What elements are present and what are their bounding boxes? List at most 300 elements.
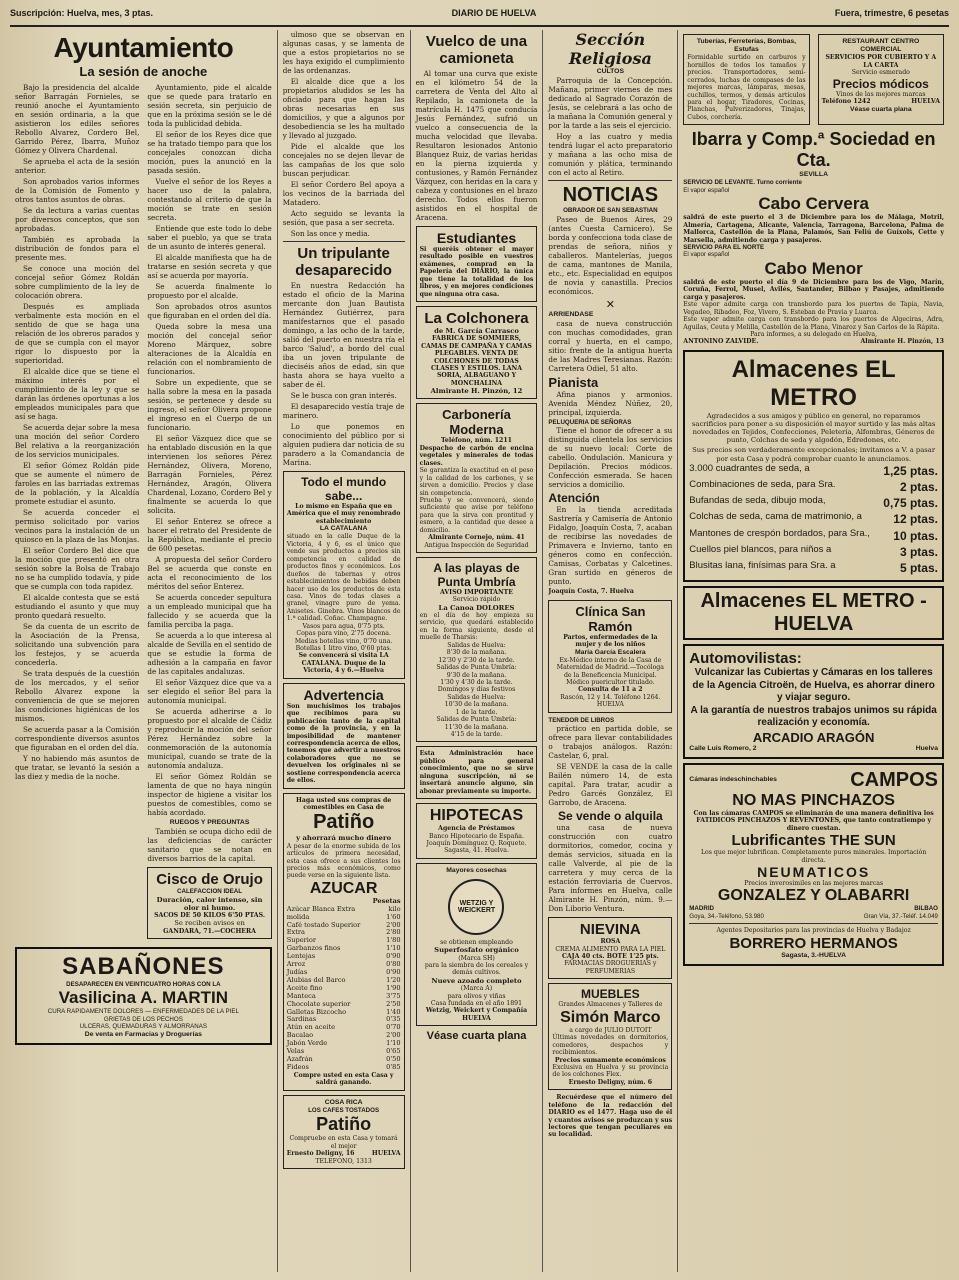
table-cell: 1'20 (386, 975, 401, 984)
informes: Para informes, a su delegado en Huelva, (750, 330, 878, 338)
cabo-menor: Cabo Menor (764, 258, 863, 278)
catalana-end: Se convencerá si visita LA CATALANA. Duque de la Victoria, 4 y 6.—Huelva (298, 652, 389, 675)
table-cell: Aceite fino (286, 983, 323, 992)
table-cell: 0'70 (386, 1023, 401, 1032)
carbo-title: Carbonería Moderna (442, 407, 511, 438)
muebles-title: MUEBLES (581, 987, 640, 1002)
clinica-text: Ex-Médico interno de la Casa de Maternidad de Madrid.—Tocóloga de la Beneficencia Municipal. Médico puericultor titulado. (556, 656, 664, 686)
paragraph: Se aprueba el acta de la sesión anterior. (15, 157, 140, 175)
paragraph: Se acuerda pasar a la Comisión correspondiente diversos asuntos que figuraban en el orden del día. (15, 725, 140, 752)
punta-boat: La Canoa DOLORES (438, 603, 515, 612)
paragraph: Vuelve el señor de los Reyes a hacer uso de la palabra, contestando al criterio de que la moción se trate en sesión secreta. (147, 177, 272, 222)
ibarra-title: Ibarra y Comp.ª Sociedad en Cta. (691, 129, 936, 171)
costa-address: Ernesto Deligny, 16 (286, 1150, 355, 1158)
ad-patino (283, 793, 405, 1091)
advertencia-title: Advertencia (303, 686, 384, 703)
restaurant-title: RESTAURANT CENTRO COMERCIAL (842, 38, 920, 54)
auto-name: ARCADIO ARAGÓN (752, 729, 875, 745)
price-value: 0,75 ptas. (883, 496, 938, 511)
campos-sub: NO MAS PINCHAZOS (732, 791, 895, 809)
cosechas-city: HUELVA (462, 1014, 491, 1022)
paragraph: Tiene el honor de ofrecer a su distinguida clientela los servicios de su nuevo local: Corte de cabello. Ondulación. Manicura y Depilación. Precios módicos. Confección esmerada. Se hacen servicios a domicilio. (548, 426, 673, 490)
ad-simon-marco (548, 983, 672, 1090)
clinica-doctor: María García Escalera (575, 648, 646, 656)
table-cell: Superior (286, 936, 316, 945)
muebles-text: Últimas novedades en dormitorios, comedores, despachos y recibimientos. (552, 1034, 669, 1057)
norte-service: SERVICIO PARA EL NORTE (683, 244, 765, 252)
punta-title: A las playas de Punta Umbría (433, 561, 520, 589)
column-2 (278, 30, 411, 1272)
carbo-address2: Antigua Inspección de Seguridad (424, 541, 529, 549)
table-cell: 0'80 (386, 960, 401, 969)
separator-icon: ✕ (605, 297, 615, 311)
schedule-line: 10'30 de la mañana. (444, 701, 509, 709)
price-line (689, 463, 938, 479)
orujo-text: Duración, calor intenso, sin olor ni humo. (156, 895, 263, 912)
table-cell: Azafrán (286, 1054, 313, 1063)
schedule-line: 4'15 de la tarde. (450, 731, 503, 739)
paragraph: Son las once y media. (290, 229, 370, 238)
paragraph: En nuestra Redacción ha estado el oficio de la Marina mercante don Juan Bautista Hernández Gutiérrez, para manifestarnos que el pasado domingo, a las ocho de la tarde, salió del puerto en nuestra ría el barco 'Salud', a bordo del cual iba un joven tripulante de dieciséis años de edad, sin que hasta ahora se haya vuelto a saber de él. (282, 281, 405, 389)
paragraph: El señor de los Reyes dice que se ha tratado tiempo para que los concejales conozcan dicha moción, pues la anunció en la pasada sesión. (147, 130, 272, 175)
table-cell: Café tostado Superior (286, 920, 361, 929)
cabo-cervera: Cabo Cervera (758, 194, 869, 214)
catalana-text: situado en la calle Duque de la Victoria, 4 y 6, es el único que vende sus productos a precios sin competencia en calidad de productos finos y económicos. Los dueños de tabernas y otros establecimientos de bebidas deben hacer uso de los productos de esta casa. Vinos de todas clases a granel, vinagre puro de yema. Anisetes. Ginebra. Vinos blancos de 1.ª calidad. Coñac. Champagne. (286, 533, 401, 623)
menor-text2: Este vapor admite carga con transbordo para los puertos de Tapia, Navia, Vegadeo, Ribadeo, Foz, Vivero, S. Esteban de Pravia y Luarca. (683, 301, 944, 316)
paragraph: Se da cuenta de un escrito de la Asociación de la Prensa, solicitando una subvención para los festejos, y se acuerda concederla. (15, 622, 140, 667)
sabanones-line5: De venta en Farmacias y Droguerías (84, 1030, 202, 1038)
azucar-title: AZUCAR (309, 879, 378, 897)
subscription-local: Suscripción: Huelva, mes, 3 ptas. (10, 8, 154, 18)
paragraph: ulmoso que se observan en algunas casas, y se lamenta de que a estos propietarios no se les haya exigido el cumplimiento de las ordenanzas. (282, 30, 405, 75)
paragraph: El alcalde dice que a los propietarios aludidos se les ha oficiado para que hagan las obras necesarias en sus domicilios, y que a algunos por desobediencia se les ha multado y llevado al juzgado. (282, 77, 405, 140)
restaurant-phone: Teléfono 1242 (821, 98, 871, 106)
price-item: 3.000 cuadrantes de seda, a (689, 462, 810, 474)
hipotecas-sub: Agencia de Préstamos (438, 825, 515, 833)
clinica-sub: Partos, enfermedades de la mujer y de los niños (563, 633, 658, 649)
paragraph: Parroquia de la Concepción. Mañana, primer viernes de mes dedicado al Sagrado Corazón de Jesús, se celebrará a las ocho de la mañana la Comunión general y por la tarde a las seis el ejercicio. (548, 76, 673, 131)
ad-el-metro (683, 350, 944, 582)
table-cell: Fideos (286, 1062, 309, 1071)
paragraph: Se acuerda a lo que interesa al alcalde de Sevilla en el sentido de que se estudie la forma de adhesión a la campaña en favor de las capitales andaluzas. (147, 631, 272, 676)
nievina-sub: ROSA (600, 938, 621, 946)
table-cell: Azúcar Blanca Extra molida (286, 904, 356, 921)
price-item: Combinaciones de seda, para Sra. (689, 478, 836, 490)
price-line (689, 511, 938, 527)
auto-city: Huelva (915, 744, 938, 752)
table-cell: Bacalao (286, 1031, 314, 1040)
price-value: 2 ptas. (899, 479, 938, 494)
schedule-line: 8'30 de la mañana. (446, 649, 507, 657)
table-row (287, 906, 401, 922)
punta-service: Servicio rápido (452, 596, 501, 604)
price-table (287, 898, 401, 1072)
paragraph: Al tomar una curva que existe en el kilómetro 54 de la carretera de Venta del Alto al Repilado, la camioneta de la matrícula H. 1475 que conducía Jesús Fernández, sufrió un vuelco a consecuencia de la mucha velocidad que llevaba. Resultaron lesionados Antonio Blanquez Ruiz, de varias heridas en la pierna izquierda y contusiones, y Ramón Fernández Vázquez, con heridas en la cara y cabeza y contusiones en el brazo derecho. Todos ellos fueron asistidos en el hospital de Aracena. (415, 69, 538, 222)
paragraph: Se le busca con gran interés. (290, 391, 397, 400)
carbo-address: Almirante Cornejo, núm. 41 (428, 534, 525, 542)
table-cell: Extra (286, 928, 305, 937)
peluqueria-title: PELUQUERIA DE SEÑORAS (548, 418, 632, 426)
table-cell: 1'10 (386, 944, 401, 953)
costa-line: LOS CAFES TOSTADOS (308, 1106, 380, 1114)
price-item: Bufandas de seda, dibujo moda, (689, 495, 826, 507)
borrero-address: Sagasta, 3.-HUELVA (781, 951, 846, 959)
ad-cisco-orujo (147, 867, 271, 939)
table-row (287, 1064, 401, 1072)
table-cell: 0'65 (386, 1047, 401, 1056)
paragraph: Se acuerda conceder sepultura a un empleado municipal que ha fallecido y se acuerda que la familia perciba la paga. (147, 593, 272, 629)
agent-address: Almirante H. Pinzón, 13 (860, 338, 944, 346)
ad-cafes-patino (283, 1095, 405, 1169)
campos-brand: CAMPOS (850, 768, 938, 791)
paragraph: Paseo de Buenos Aires, 29 (antes Cuesta Carnicero). Se borda y confecciona toda clase de prendas de señora, niños y caballeros. Mantelerías, juegos de cama, mantones de Manila, etc., etc. Especialidad en equipos de novia y canastilla. Precios económicos. (548, 214, 673, 296)
table-cell: Manteca (286, 991, 316, 1000)
paragraph: El señor Vázquez dice que se ha entablado discusión en la que intervienen los señores Pérez Hernández, Olivera, Moreno, Barragán Fornieles, Pérez Hernández, Aragón, Olivera Chardenal, Lozano, Cordero Bel y finalmente se acuerda lo que solicita. (147, 434, 272, 515)
paragraph: Hoy a las cuatro y media tendrá lugar el acto preparatorio y mañana a las ocho misa de comunión y plática, terminando con el acto al Retiro. (548, 132, 673, 178)
schedule-line: 9'30 de la mañana. (446, 671, 507, 679)
table-cell: 2'00 (386, 1031, 401, 1040)
table-cell: 1'80 (386, 936, 401, 945)
estudiantes-title: Estudiantes (436, 230, 517, 246)
table-cell: Atún en aceite (286, 1023, 336, 1032)
schedule-line: 1'30 y 4'30 de la tarde. (440, 678, 513, 686)
colchonera-title: La Colchonera (424, 310, 529, 328)
paragraph: una casa de nueva construcción con cuatro dormitorios, comedor, cocina y demás servicios, situada en la calle Valverde, al pie de la carretera y muy cerca de la estación ferroviaria de Cuervos. Para informes en Huelva, calle Almirante H. Pinzón, núm. 9.—Don Liborio Ventura. (548, 823, 673, 914)
cosechas-text3: para olivos y viñas (447, 992, 506, 1000)
orujo-place: GANDARA, 71.—COCHERA (163, 927, 256, 935)
paragraph: Ayuntamiento, pide el alcalde que se quede para tratarlo en sesión secreta, sin perjuicio de que en la próxima sesión se le dé toda la publicidad debida. (147, 83, 272, 128)
table-header-cell: Pesetas (372, 896, 401, 905)
ad-clinica-san-ramon (548, 600, 672, 713)
norte-steamer: El vapor español (683, 251, 730, 259)
cervera-text: saldrá de este puerto el 3 de Diciembre para los de Málaga, Motril, Almería, Cartagena, Alicante, Valencia, Tarragona, Barcelona, Palma de Mallorca, Castellón de la Plana, Palamós, San Feliú de Guíxols, Cette y Marsella, admitiendo carga y pasajeros. (683, 214, 944, 244)
column-5 (678, 30, 949, 1272)
arriendase-title: ARRIENDASE (548, 310, 594, 318)
cosechas-prod2: Nueve azoado completo (431, 976, 522, 985)
hipotecas-text: Banco Hipotecario de España. Joaquín Domínguez Q. Roquete. Sagasta, 41. Huelva. (426, 832, 527, 855)
article-title-vuelco: Vuelco de una camioneta (425, 33, 528, 67)
carbo-text3: Prueba y se convencerá, siendo suficiente que avise por teléfono para que la sirva con prontitud y esmero, a la cantidad que desee a domicilio. (419, 496, 534, 534)
ibarra-service: SERVICIO DE LEVANTE. Turno corriente (683, 179, 802, 187)
table-cell: Arroz (286, 960, 306, 969)
paragraph: También es aprobada la distribución de fondos para el presente mes. (15, 235, 140, 262)
costa-title: COSA RICA (324, 1098, 363, 1106)
paragraph: El señor Gómez Roldán se lamenta de que no haya ningún inspector de higiene a visitar los puestos de comestibles, como se había acordado. (147, 772, 272, 817)
table-cell: kilo 1'60 (386, 904, 401, 921)
paragraph: El alcalde dice que se tiene el máximo interés por el cumplimiento de la ley y que se darán las órdenes oportunas a los empleados municipales para que así se haga. (15, 367, 140, 421)
paragraph: Acto seguido se levanta la sesión, que pasa a ser secreta. (282, 209, 405, 227)
paragraph: casa de nueva construcción con muchas comodidades, gran corral y huerta, en el campo, sitio: frente de la antigua huerta de las Madres Teresianas. Razón: Carretera Odiel, 51 alto. (548, 318, 673, 373)
catalana-price: Botellas 1 litro vino, 0'60 ptas. (295, 645, 392, 653)
table-cell: Jabón Verde (286, 1039, 328, 1048)
obrador-title: OBRADOR DE SAN SEBASTIAN (563, 207, 658, 215)
muebles-sub: Grandes Almacenes y Talleres de (558, 1001, 663, 1009)
paragraph: El desaparecido vestía traje de marinero. (282, 402, 405, 420)
advertencia-text: Son muchísimos los trabajos que recibimos para su publicación tanto de la capital como de la provincia, y en la imposibilidad de mantener correspondencia acerca de ellos, tenemos que advertir a nuestros colaboradores que no se devuelven los originales ni se sostiene correspondencia acerca de ellos. (286, 702, 401, 785)
ad-hipotecas (416, 803, 538, 859)
nievina-prices: CAJA 40 cts. BOTE 1'25 pts. (561, 953, 659, 961)
ad-la-catalana (283, 471, 405, 679)
paragraph: Pide el alcalde que los concejales no se dejen llevar de las campañas de los que solo buscan perjudicar. (282, 142, 405, 178)
catalana-name: LA CATALANA (319, 525, 368, 533)
estudiantes-text: Si queréis obtener el mayor resultado posible en vuestros exámenes, comprad en la Papelería del DIARIO, la única que tiene la totalidad de los libros, y en mejores condiciones que ninguna otra casa. (419, 246, 534, 298)
colchonera-address: Almirante H. Pinzón, 12 (430, 387, 523, 396)
metro-text: Agradecidos a sus amigos y público en general, no reparamos sacrificios para poner a su disposición el mayor surtido y las más altas novedades en Tejidos, Confecciones, Peletería, Alfombras, Géneros de punto, Colchas de seda y algodón, Edredones, etc. (691, 411, 936, 445)
schedule-line: 1 de la tarde. (455, 708, 498, 716)
atencion-address: Joaquín Costa, 7. Huelva (548, 588, 634, 596)
paragraph: Queda sobre la mesa una moción del concejal señor Moreno Márquez, sobre alteraciones de la Alcaldía en relación con el nombramiento de funcionarios. (147, 322, 272, 376)
table-cell: 2'80 (386, 928, 401, 937)
ad-automovilistas (683, 644, 944, 759)
price-line (689, 560, 938, 576)
ad-wetzig-weickert (416, 863, 538, 1026)
table-cell: 1'10 (386, 1039, 401, 1048)
gonz-madrid: MADRID (689, 905, 715, 913)
orujo-note: Se reciben avisos en (174, 919, 245, 928)
muebles-text2: Exclusiva en Huelva y su provincia de los colchones Flex. (552, 1063, 669, 1079)
cosechas-text: se obtienen empleando (440, 939, 513, 946)
restaurant-sub: SERVICIOS POR CUBIERTO Y A LA CARTA (825, 54, 937, 69)
metro-price-list (689, 463, 938, 576)
carbo-phone: Teléfono, núm. 1211 (441, 437, 512, 445)
tuberias-text: Formidable surtido en carburos y hornillos de todos los tamaños y precios. Transportadores, semi-cerrados, luchas de compases de las mejores marcas, lámparas, mesas, cuchillos, termos, y demás artículos para el hogar, Tiradores, Cocinas, Planchas, Pulverizadores, Tinajas, Cubos, corchería. (687, 54, 806, 121)
table-cell: Sardinas (286, 1015, 317, 1024)
price-value: 1,25 ptas. (883, 463, 938, 478)
wetzig-logo: WETZIG Y WEICKERT (448, 879, 504, 935)
orujo-title: Cisco de Orujo (156, 871, 263, 889)
restaurant-cuarta: Véase cuarta plana (850, 105, 912, 113)
paragraph: Se acuerda dejar sobre la mesa una moción del señor Cordero Bel relativa a la reorganización de los servicios municipales. (15, 423, 140, 459)
sun-title: Lubrificantes THE SUN (731, 832, 896, 850)
sabanones-line3: GRIETAS DE LOS PECHOS (103, 1015, 183, 1023)
column-4 (543, 30, 678, 1272)
gonz-madrid-addr: Goya, 34.-Teléfono, 53.980 (689, 912, 764, 920)
nievina-where: FARMACIAS DROGUERIAS y PERFUMERIAS (564, 960, 657, 975)
ad-la-colchonera (416, 306, 538, 399)
price-item: Colchas de seda, cama de matrimonio, a (689, 511, 862, 523)
clinica-title: Clínica San Ramón (575, 603, 646, 634)
paragraph: Se acuerda adherirse a lo propuesto por el alcalde de Cádiz y reproducir la moción del señor Pérez Hernández sobre la conmemoración de la autonomía municipal, cuando se trate de la autonomía andaluza. (147, 707, 272, 770)
table-cell: 0'90 (386, 952, 401, 961)
admin-text: Esta Administración hace público para general conocimiento, que no se sirve ninguna suscripción, ni se insertará anuncio alguno, sin abonar previamente su importe. (419, 750, 534, 795)
paragraph: Bajo la presidencia del alcalde señor Barragán Fornieles, se reunió anoche el Ayuntamiento en sesión ordinaria, a la que asistieron los ediles señores Rebollo Alvarez, Cordero Bel, Garrido Pérez, Ibarra, Muñoz Gómez y Olivera Chardenal. (15, 83, 140, 155)
tenedor-title: TENEDOR DE LIBROS (548, 716, 615, 724)
patino-line: Haga usted sus compras de comestibles en Casa de (296, 796, 392, 812)
paragraph: El señor Cordero Bel dice que la moción que presentó en otra sesión sobre la Bolsa de Trabajo no se ha cumplido todavía, y pide que se cumpla con toda rapidez. (15, 546, 140, 591)
price-line (689, 528, 938, 544)
patino-name: Patiño (313, 811, 375, 834)
price-value: 12 ptas. (893, 512, 938, 527)
nievina-text: CREMA ALIMENTO PARA LA PIEL (555, 945, 666, 953)
price-item: Blusitas lana, finísimas para Sra. a (689, 559, 836, 571)
clinica-consult: Consulta de 11 a 2 (578, 686, 643, 694)
price-value: 10 ptas. (893, 528, 938, 543)
vende-title: Se vende o alquila (558, 809, 663, 824)
table-cell: 1'40 (386, 1007, 401, 1016)
price-line (689, 495, 938, 511)
ibarra-steamer: El vapor español (683, 186, 730, 194)
pianista-title: Pianista (548, 374, 599, 390)
muebles-owner: a cargo de JULIO DUTOIT (569, 1026, 652, 1034)
price-line (689, 544, 938, 560)
sabanones-brand: Vasilicina A. MARTIN (58, 988, 229, 1008)
see-fourth-page: Véase cuarta plana (426, 1030, 527, 1043)
agent-name: ANTONINO ZALVIDE. (683, 338, 759, 346)
orujo-price: SACOS DE 50 KILOS 6'50 PTAS. (154, 911, 265, 919)
article-title-tripulante: Un tripulante desaparecido (295, 245, 392, 279)
menor-text: saldrá de este puerto el día 9 de Diciembre para los de Vigo, Marín, Coruña, Ferrol, Musel, Avilés, Santander, Bilbao y Pasajes, admitiendo carga y pasajeros. (683, 278, 944, 301)
paragraph: Sobre un expediente, que se halla sobre la mesa en la pasada sesión, se pertenece y desde su ingreso, el señor Olivera propone el ingreso en el Cuerpo de un funcionario. (147, 378, 272, 432)
schedule-list (420, 642, 534, 739)
paragraph: Se da lectura a varias cuentas por diversos conceptos, que son aprobadas. (15, 206, 140, 233)
schedule-line: 12'30 y 2'30 de la tarde. (438, 656, 515, 664)
paragraph: En la tienda acreditada Sastrería y Camisería de Antonio Fidalgo, Joaquín Costa, 7, acaban de recibirse las novedades de Primavera e Invierno, tanto en géneros como en confección. Camisas, Corbatas y Calcetines. Gran surtido en géneros de punto. (548, 505, 673, 587)
schedule-line: Salidas de Huelva: (447, 693, 506, 701)
schedule-line: Salidas de Huelva: (447, 641, 506, 649)
tuberias-title: Tuberías, Ferreterías, Bombas, Estufas (696, 38, 797, 54)
paragraph: Después es ampliada verbalmente esta moción en el sentido de que se haga una relación de los obreros parados y de que se cumpla con el mayor rigor lo dispuesto por la superioridad. (15, 302, 140, 365)
schedule-line: Salidas de Punta Umbría: (436, 664, 517, 672)
price-item: Mantones de crespón bordados, para Sra., (689, 527, 870, 539)
auto-address: Calle Luis Romero, 2 (689, 744, 757, 752)
sabanones-line4: ULCERAS, QUEMADURAS Y ALMORRANAS (79, 1023, 208, 1031)
price-value: 3 ptas. (899, 544, 938, 559)
ad-advertencia (283, 683, 405, 789)
telefono-note: Recuérdese que el número del teléfono de la redacción del DIARIO es el 1477. Haga uso de él y cuantos avisos se produzcan y sus lectores que tengan peculiares en su localidad. (548, 1094, 673, 1139)
ruegos-text: También se ocupa dicho edil de las deficiencias de carácter sanitario que se notan en diversos barrios de la capital. (147, 827, 272, 864)
colchonera-text: FABRICA DE SOMMIERS, CAMAS DE CAMPAÑA Y CAMAS PLEGABLES. VENTA DE COLCHONES DE TODAS CLASES Y ESTILOS. LANA SORIA, ALBAGUANO Y MONCHALINA (421, 335, 532, 387)
table-cell: Velas (286, 1047, 305, 1056)
borrero-note: Agentes Depositarios para las provincias de Huelva y Badajoz (716, 927, 911, 935)
carbo-text: Despacho de carbón de encina vegetales y minerales de todas clases. (419, 444, 534, 467)
ibarra-city: SEVILLA (799, 171, 828, 179)
table-cell: Garbanzos finos (286, 944, 341, 953)
punta-sub: AVISO IMPORTANTE (440, 589, 513, 596)
auto-title: Automovilistas: (689, 650, 802, 668)
costa-city: HUELVA (371, 1150, 401, 1158)
ad-estudiantes (416, 226, 538, 302)
price-value: 5 ptas. (899, 560, 938, 575)
restaurant-city: HUELVA (911, 98, 940, 106)
campos-head: Cámaras indeschinchables (689, 776, 777, 784)
schedule-line: Domingos y días festivos (437, 686, 516, 694)
paragraph: Lo que ponemos en conocimiento del público por si alguien pudiera dar noticia de su paradero a la Comandancia de Marina. (282, 422, 405, 467)
ad-sabanones (15, 947, 272, 1045)
table-cell: 3'75 (386, 991, 401, 1000)
paragraph: práctico en partida doble, se ofrece para llevar contabilidades o trabajos análogos. Razón: Castelar, 6, pral. (548, 724, 673, 761)
paragraph: Son aprobados otros asuntos que figuraban en el orden del día. (147, 302, 272, 320)
sabanones-line1: DESAPARECEN EN VEINTICUATRO HORAS CON LA (66, 980, 221, 988)
article-title-ayuntamiento: Ayuntamiento (53, 32, 234, 63)
catalana-price: Medias botellas vino, 0'70 una. (294, 637, 393, 645)
muebles-bar: Precios sumamente económicos (554, 1056, 666, 1064)
paragraph: Se acuerda conceder el permiso solicitado por varios vecinos para la instalación de un quiosco en la plaza de las Monjas. (15, 508, 140, 544)
ad-campos (683, 763, 944, 966)
gonz-title: GONZALEZ Y OLABARRI (717, 887, 910, 905)
subscription-outside: Fuera, trimestre, 6 pesetas (834, 8, 949, 18)
orujo-sub: CALEFACCION IDEAL (177, 888, 243, 896)
column-3 (411, 30, 544, 1272)
paragraph: SE VENDE la casa de la calle Bailén número 14, de esta capital. Para tratar, acudir a Pedro Garcés González, El Garrobo, de Aracena. (548, 762, 673, 808)
costa-phone: TELEFONO, 1313 (315, 1157, 372, 1165)
paragraph: El señor Cordero Bel apoya a los vecinos de la barriada del Matadero. (282, 180, 405, 207)
cosechas-text2: para la siembra de los cereales y demás cultivos. (424, 962, 529, 977)
table-cell: Chocolate superior (286, 999, 351, 1008)
punta-text: en el día de hoy empieza su servicio, que quedará establecido en la forma siguiente, desde el muelle de Tharsis: (419, 612, 534, 642)
table-cell: 0'85 (386, 1062, 401, 1071)
patino-tag: y ahorrará mucho dinero (296, 834, 392, 843)
cosechas-found: Casa fundada en el año 1891 (430, 999, 523, 1007)
ad-tuberias (683, 34, 809, 125)
campos-text: Con las cámaras CAMPOS se eliminarán de una manera definitiva los FATIDICOS PINCHAZOS Y REVENTONES, que tanto contratiempo y dinero cuestan. (693, 809, 934, 832)
table-cell: 0'90 (386, 967, 401, 976)
paragraph: Se conoce una moción del concejal señor Gómez Roldán sobre cumplimiento de la ley de colocación obrera. (15, 264, 140, 300)
azucar-end: Compre usted en esta Casa y saldrá ganando. (293, 1071, 394, 1087)
paragraph: El señor Vázquez dice que va a ser elegido el señor Bel para la autonomía municipal. (147, 678, 272, 705)
sabanones-line2: CURA RAPIDAMENTE DOLORES — ENFERMEDADES DE LA PIEL (47, 1008, 239, 1016)
carbo-text2: Se garantiza la exactitud en el peso y la calidad de los carbones, y se sirven a domicilio. Precios y clase sin competencia. (419, 467, 534, 497)
colchonera-owner: de M. García Carrasco (434, 327, 519, 336)
clinica-address: Rascón, 12 y 14. Teléfono 1264. HUELVA (560, 693, 661, 709)
noticias-title: NOTICIAS (562, 184, 659, 207)
patino-text: A pesar de la enorme subida de los artículos de primera necesidad, esta casa ofrece a sus clientes los precios más económicos, como puede verse en la siguiente lista. (286, 842, 401, 880)
table-cell: Galletas Bizcocho (286, 1007, 347, 1016)
column-ayuntamiento (10, 30, 278, 1272)
catalana-price: Vasos para agua, 0'75 pts. (302, 622, 385, 630)
section-religiosa-title: Sección Religiosa (568, 30, 652, 68)
auto-text: Vulcanizar las Cubiertas y Cámaras en los talleres de la Agencia Citroën, de Huelva, es ahorrar dinero y viajar seguro. (692, 667, 935, 704)
notice-administracion (416, 746, 538, 799)
paragraph: Entiende que este todo lo debe saber el pueblo, ya que se trata de un asunto de interés general. (147, 224, 272, 251)
article-subtitle-ayuntamiento: La sesión de anoche (79, 64, 208, 79)
price-item: Cuellos piel blancos, para niños a (689, 543, 832, 555)
price-line (689, 479, 938, 495)
sun-text: Los que mejor lubrifican. Completamente puros minerales. Importación directa. (700, 849, 927, 864)
catalana-sub: Lo mismo en España que en América que el muy renombrado establecimiento (286, 503, 401, 525)
restaurant-prices: Precios módicos (832, 76, 929, 91)
paragraph: A propuesta del señor Cordero Bel se acuerda que conste en acta el reconocimiento de los méritos del señor Enterez. (147, 555, 272, 591)
ad-restaurant (818, 34, 944, 125)
atencion-title: Atención (548, 491, 600, 506)
paragraph: El alcalde manifiesta que ha de tratarse en sesión secreta y que así se acuerda por mayoría. (147, 253, 272, 280)
costa-text: Compruebe en esta Casa y tomará el mejor (289, 1135, 398, 1150)
catalana-price: Copas para vino, 2'75 docena. (296, 630, 391, 638)
borrero-title: BORRERO HERMANOS (729, 934, 898, 952)
restaurant-text: Servicio esmerado (851, 69, 910, 77)
masthead (10, 8, 949, 27)
menor-text3: Este vapor admite carga con transbordo para los puertos de Algeciras, Adra, Aguilas, Ceuta y Melilla, Castellón de la Plana, Vinaroz y San Carlos de la Rápita. (683, 316, 944, 331)
paragraph: El alcalde contesta que se está estudiando el asunto y que muy pronto quedará resuelto. (15, 593, 140, 620)
top-ads (683, 30, 944, 129)
costa-name: Patiño (316, 1114, 372, 1135)
cosechas-firm: Wetzig, Weickert y Compañía (425, 1007, 528, 1015)
paragraph: Y no habiendo más asuntos de que tratar, se levantó la sesión a las diez y media de la noche. (15, 754, 140, 781)
nievina-title: NIEVINA (579, 921, 641, 939)
metro-huelva-bar: Almacenes EL METRO - HUELVA (683, 586, 944, 640)
metro-title: Almacenes EL METRO (731, 355, 896, 411)
cosechas-mark: (Marca SH) (458, 954, 495, 962)
table-cell: Alubias del Barco (286, 975, 346, 984)
ad-nievina (548, 917, 672, 979)
gonz-bilbao-addr: Gran Vía, 37.-Teléf. 14.049 (863, 912, 938, 920)
ayuntamiento-left (15, 83, 139, 943)
paragraph: Afina pianos y armonios. Avenida Méndez Núñez, 20, principal, izquierda. (548, 389, 673, 417)
ruegos-heading: RUEGOS Y PREGUNTAS (169, 819, 250, 826)
hipotecas-title: HIPOTECAS (429, 807, 524, 825)
cosechas-title: Mayores cosechas (446, 866, 507, 874)
newspaper-name: DIARIO DE HUELVA (451, 8, 537, 18)
table-cell: 0'35 (386, 1015, 401, 1024)
